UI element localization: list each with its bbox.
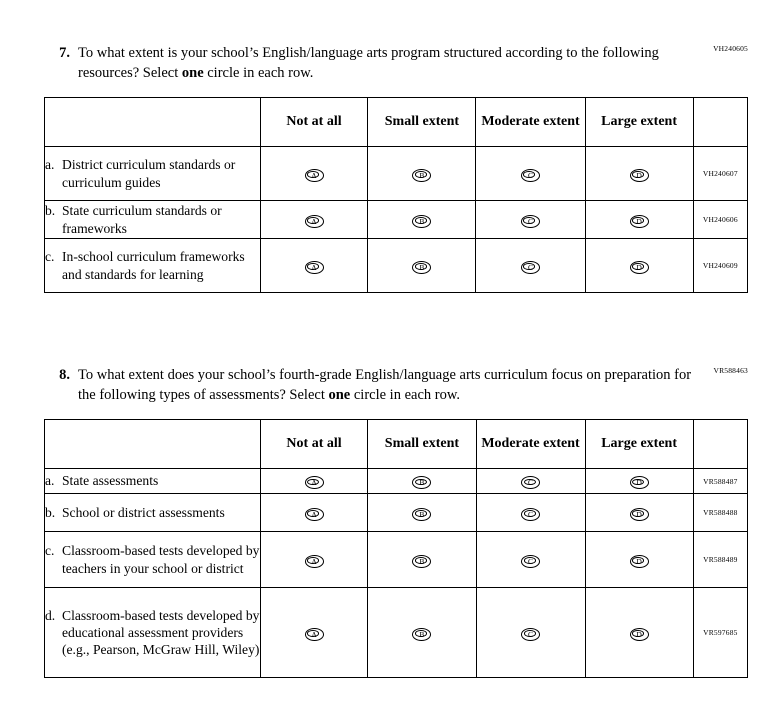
question-text-row-7 bbox=[44, 44, 748, 83]
radio-bubble-d-icon[interactable]: D bbox=[630, 169, 649, 182]
question-number-7: 7. bbox=[59, 45, 70, 61]
radio-bubble-b-icon[interactable]: B bbox=[412, 215, 431, 228]
matrix-header-row-8 bbox=[45, 420, 748, 469]
question-prompt-8 bbox=[78, 366, 748, 405]
row-code-7c: VH240609 bbox=[693, 239, 747, 293]
matrix-header-row-7 bbox=[45, 98, 748, 147]
cell-8b-not-at-all[interactable] bbox=[260, 494, 368, 532]
table-row bbox=[45, 469, 748, 494]
column-header-not-at-all-8: Not at all bbox=[260, 420, 368, 469]
radio-bubble-d-icon[interactable]: D bbox=[630, 215, 649, 228]
radio-bubble-b-icon[interactable]: B bbox=[412, 261, 431, 274]
row-stem-7a bbox=[45, 147, 261, 201]
radio-bubble-a-icon[interactable]: A bbox=[305, 169, 324, 182]
radio-bubble-d-icon[interactable]: D bbox=[630, 628, 649, 641]
row-letter-8d: d. bbox=[45, 607, 56, 623]
row-label-8d: Classroom-based tests developed by educational assessment providers (e.g., Pearson, McGraw Hill, Wiley) bbox=[62, 607, 260, 658]
column-header-stem-8 bbox=[45, 420, 261, 469]
cell-8c-small-extent[interactable] bbox=[368, 532, 476, 588]
cell-7b-not-at-all[interactable] bbox=[260, 201, 368, 239]
table-row bbox=[45, 494, 748, 532]
table-row bbox=[45, 239, 748, 293]
radio-bubble-b-icon[interactable]: B bbox=[412, 628, 431, 641]
row-stem-8a bbox=[45, 469, 261, 494]
question-prompt-7 bbox=[78, 44, 748, 83]
cell-7a-not-at-all[interactable] bbox=[260, 147, 368, 201]
cell-8a-not-at-all[interactable] bbox=[260, 469, 368, 494]
radio-bubble-d-icon[interactable]: D bbox=[630, 508, 649, 521]
cell-8d-not-at-all[interactable] bbox=[260, 588, 368, 678]
question-prompt-8-part1: To what extent does your school’s fourth-grade English/language arts curriculum focus on preparation for the following types of assessments? Select bbox=[78, 367, 692, 403]
radio-bubble-c-icon[interactable]: C bbox=[521, 628, 540, 641]
row-letter-7b: b. bbox=[45, 203, 56, 219]
radio-bubble-b-icon[interactable]: B bbox=[412, 508, 431, 521]
radio-bubble-d-icon[interactable]: D bbox=[630, 261, 649, 274]
row-letter-8c: c. bbox=[45, 543, 55, 559]
cell-8c-not-at-all[interactable] bbox=[260, 532, 368, 588]
radio-bubble-b-icon[interactable]: B bbox=[412, 555, 431, 568]
table-row bbox=[45, 147, 748, 201]
column-header-large-extent-8: Large extent bbox=[585, 420, 693, 469]
cell-8b-large-extent[interactable] bbox=[585, 494, 693, 532]
row-label-8c: Classroom-based tests developed by teachers in your school or district bbox=[62, 543, 260, 576]
row-code-8d: VR597685 bbox=[693, 588, 747, 678]
cell-8d-large-extent[interactable] bbox=[585, 588, 693, 678]
question-prompt-7-part1: To what extent is your school’s English/language arts program structured according to the following resources? Select bbox=[78, 45, 659, 81]
response-matrix-8 bbox=[44, 419, 748, 678]
question-number-8: 8. bbox=[59, 367, 70, 383]
cell-7b-large-extent[interactable] bbox=[585, 201, 693, 239]
table-row bbox=[45, 588, 748, 678]
radio-bubble-c-icon[interactable]: C bbox=[521, 508, 540, 521]
column-header-not-at-all-7: Not at all bbox=[260, 98, 368, 147]
row-letter-7a: a. bbox=[45, 157, 55, 173]
row-label-7c: In-school curriculum frameworks and standards for learning bbox=[62, 249, 245, 282]
row-stem-8b bbox=[45, 494, 261, 532]
radio-bubble-c-icon[interactable]: C bbox=[521, 555, 540, 568]
question-code-8: VR588463 bbox=[713, 366, 748, 375]
column-header-large-extent-7: Large extent bbox=[585, 98, 693, 147]
question-block-7 bbox=[44, 44, 748, 293]
table-row bbox=[45, 201, 748, 239]
radio-bubble-c-icon[interactable]: C bbox=[521, 215, 540, 228]
cell-7a-large-extent[interactable] bbox=[585, 147, 693, 201]
row-letter-7c: c. bbox=[45, 249, 55, 265]
cell-8a-moderate-extent[interactable] bbox=[476, 469, 585, 494]
cell-8c-moderate-extent[interactable] bbox=[476, 532, 585, 588]
cell-7b-moderate-extent[interactable] bbox=[476, 201, 585, 239]
row-letter-8a: a. bbox=[45, 473, 55, 489]
cell-7a-moderate-extent[interactable] bbox=[476, 147, 585, 201]
radio-bubble-b-icon[interactable]: B bbox=[412, 169, 431, 182]
row-code-8c: VR588489 bbox=[693, 532, 747, 588]
row-code-8a: VR588487 bbox=[693, 469, 747, 494]
radio-bubble-c-icon[interactable]: C bbox=[521, 261, 540, 274]
row-stem-8d bbox=[45, 588, 261, 678]
column-header-code-7 bbox=[693, 98, 747, 147]
question-text-row-8 bbox=[44, 366, 748, 405]
radio-bubble-a-icon[interactable]: A bbox=[305, 555, 324, 568]
cell-8d-moderate-extent[interactable] bbox=[476, 588, 585, 678]
row-code-8b: VR588488 bbox=[693, 494, 747, 532]
question-block-8 bbox=[44, 366, 748, 678]
row-label-7b: State curriculum standards or frameworks bbox=[62, 203, 222, 236]
column-header-moderate-extent-8: Moderate extent bbox=[476, 420, 585, 469]
cell-8b-small-extent[interactable] bbox=[368, 494, 476, 532]
cell-8d-small-extent[interactable] bbox=[368, 588, 476, 678]
row-stem-8c bbox=[45, 532, 261, 588]
cell-7a-small-extent[interactable] bbox=[368, 147, 476, 201]
column-header-moderate-extent-7: Moderate extent bbox=[476, 98, 585, 147]
radio-bubble-c-icon[interactable]: C bbox=[521, 169, 540, 182]
radio-bubble-a-icon[interactable]: A bbox=[305, 476, 324, 489]
column-header-small-extent-7: Small extent bbox=[368, 98, 476, 147]
radio-bubble-d-icon[interactable]: D bbox=[630, 555, 649, 568]
question-code-7: VH240605 bbox=[713, 44, 748, 53]
cell-8a-large-extent[interactable] bbox=[585, 469, 693, 494]
radio-bubble-a-icon[interactable]: A bbox=[305, 508, 324, 521]
radio-bubble-d-icon[interactable]: D bbox=[630, 476, 649, 489]
radio-bubble-c-icon[interactable]: C bbox=[521, 476, 540, 489]
cell-7c-not-at-all[interactable] bbox=[260, 239, 368, 293]
row-letter-8b: b. bbox=[45, 504, 56, 520]
question-prompt-8-part2: circle in each row. bbox=[350, 386, 460, 403]
question-prompt-7-part2: circle in each row. bbox=[203, 64, 314, 81]
radio-bubble-a-icon[interactable]: A bbox=[305, 628, 324, 641]
radio-bubble-a-icon[interactable]: A bbox=[305, 261, 324, 274]
row-code-7b: VH240606 bbox=[693, 201, 747, 239]
cell-8a-small-extent[interactable] bbox=[368, 469, 476, 494]
radio-bubble-b-icon[interactable]: B bbox=[412, 476, 431, 489]
question-prompt-7-emphasis: one bbox=[181, 64, 204, 81]
column-header-small-extent-8: Small extent bbox=[368, 420, 476, 469]
cell-7b-small-extent[interactable] bbox=[368, 201, 476, 239]
radio-bubble-a-icon[interactable]: A bbox=[305, 215, 324, 228]
question-prompt-8-emphasis: one bbox=[328, 386, 351, 403]
row-label-8b: School or district assessments bbox=[62, 504, 225, 520]
cell-7c-large-extent[interactable] bbox=[585, 239, 693, 293]
cell-8b-moderate-extent[interactable] bbox=[476, 494, 585, 532]
table-row bbox=[45, 532, 748, 588]
cell-8c-large-extent[interactable] bbox=[585, 532, 693, 588]
column-header-code-8 bbox=[693, 420, 747, 469]
column-header-stem-7 bbox=[45, 98, 261, 147]
row-code-7a: VH240607 bbox=[693, 147, 747, 201]
row-stem-7c bbox=[45, 239, 261, 293]
response-matrix-7 bbox=[44, 97, 748, 293]
cell-7c-small-extent[interactable] bbox=[368, 239, 476, 293]
cell-7c-moderate-extent[interactable] bbox=[476, 239, 585, 293]
row-label-7a: District curriculum standards or curriculum guides bbox=[62, 157, 236, 190]
row-label-8a: State assessments bbox=[62, 473, 159, 489]
row-stem-7b bbox=[45, 201, 261, 239]
